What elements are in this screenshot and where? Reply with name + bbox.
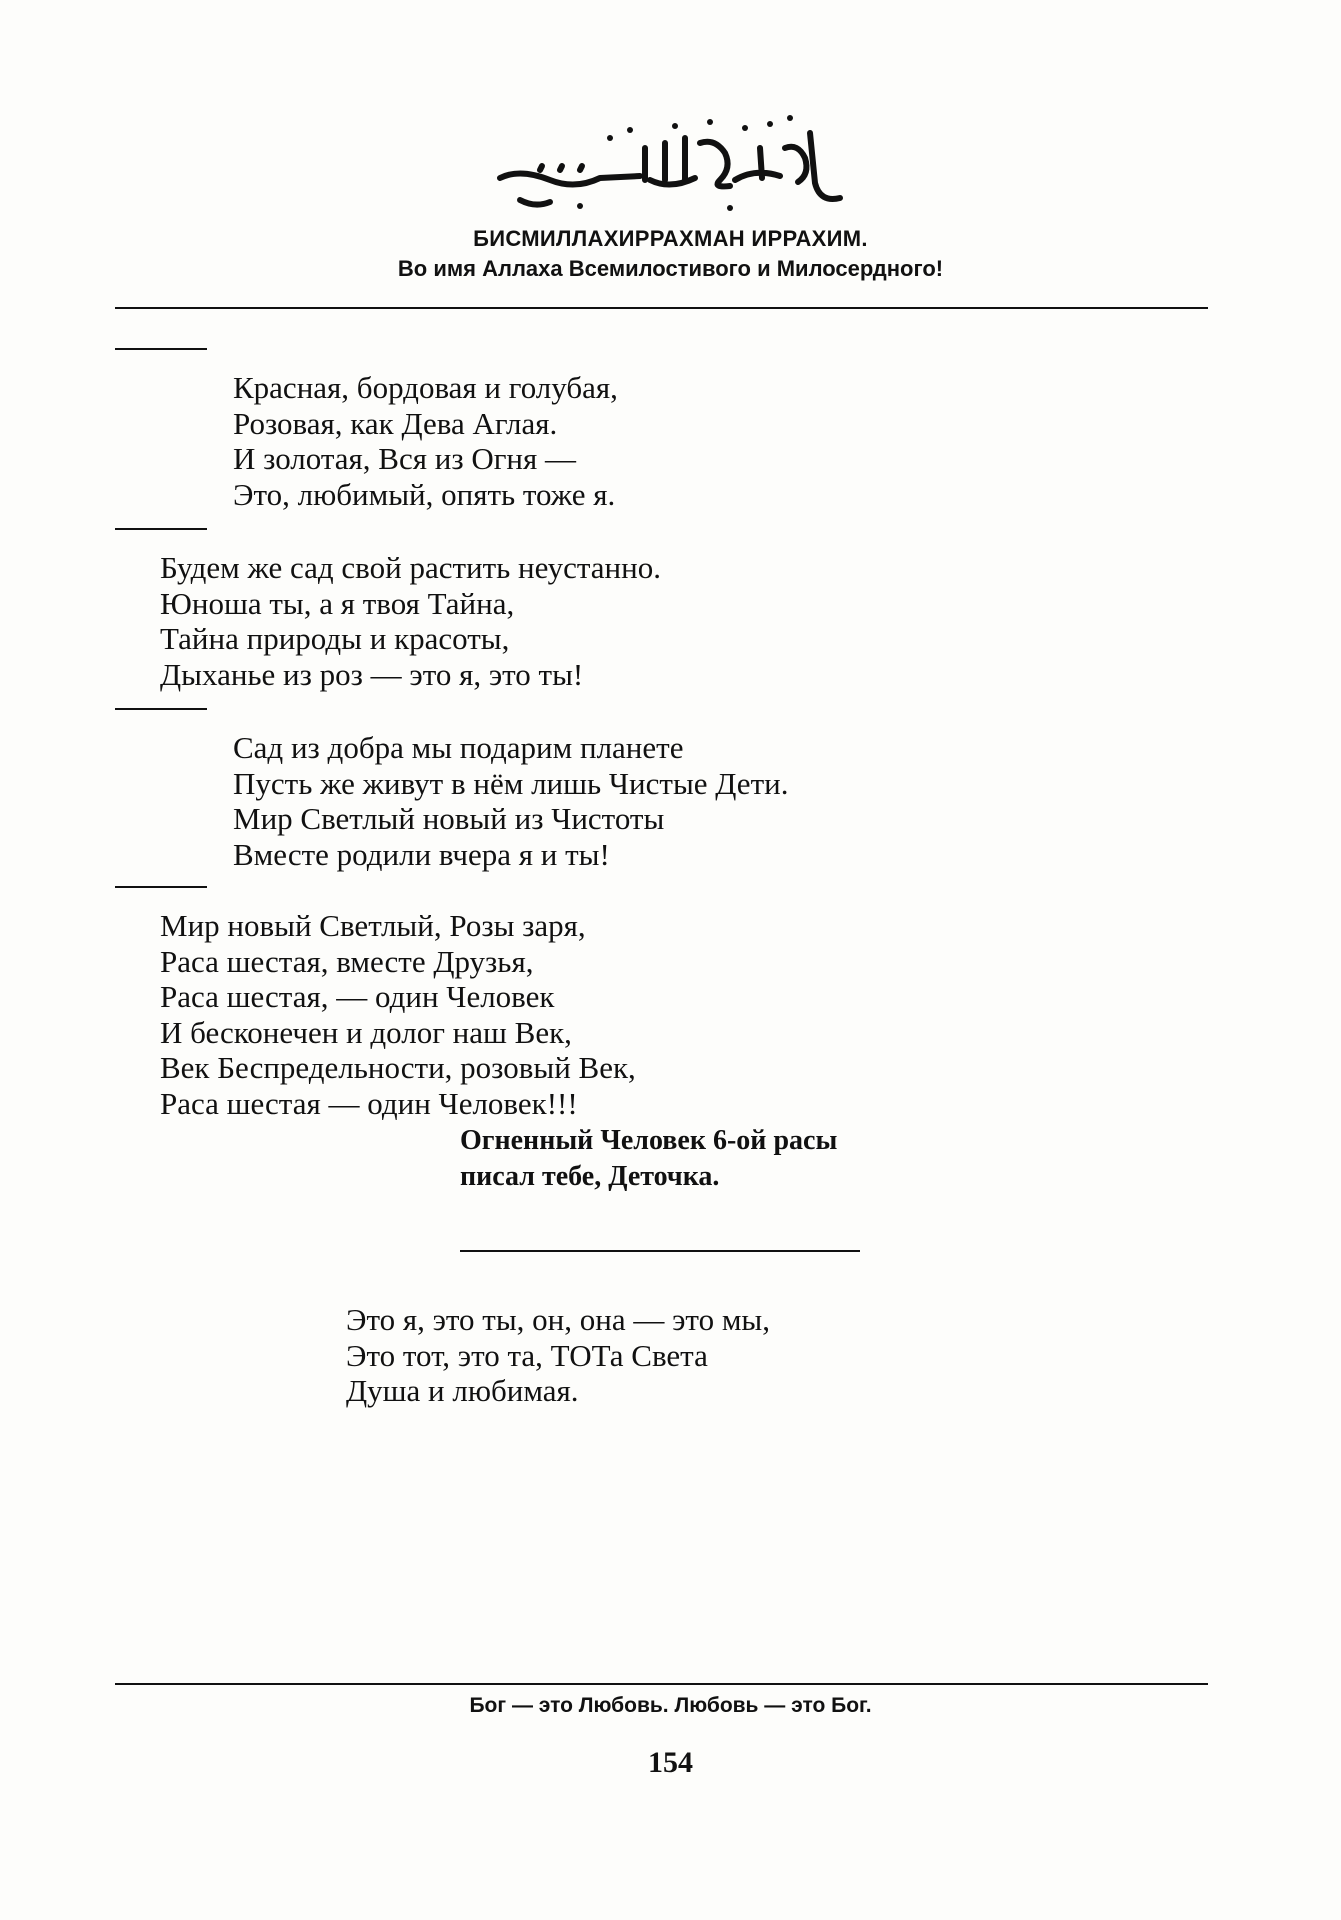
poem-line: Раса шестая, — один Человек <box>160 979 555 1014</box>
poem-line: И золотая, Вся из Огня — <box>233 441 577 476</box>
stanza-2 <box>160 550 661 692</box>
poem-line: Пусть же живут в нём лишь Чистые Дети. <box>233 765 789 801</box>
header-subtitle: Во имя Аллаха Всемилостивого и Милосердного! <box>397 256 944 281</box>
stanza-separator <box>115 886 207 888</box>
stanza-separator <box>115 528 207 530</box>
poem-line: Будем же сад свой растить неустанно. <box>160 550 661 585</box>
poem-line: Красная, бордовая и голубая, <box>233 370 618 405</box>
epilogue-line: Это тот, это та, ТОТа Света <box>346 1337 708 1373</box>
poem-line: Это, любимый, опять тоже я. <box>233 476 616 512</box>
poem-line: Тайна природы и красоты, <box>160 621 510 656</box>
poem-line: Вместе родили вчера я и ты! <box>233 836 610 872</box>
footer-divider <box>115 1683 1208 1685</box>
poem-line: И бесконечен и долог наш Век, <box>160 1014 572 1050</box>
poem-line: Юноша ты, а я твоя Тайна, <box>160 585 515 621</box>
page-number: 154 <box>648 1746 693 1779</box>
stanza-1 <box>233 370 618 512</box>
signature-line: писал тебе, Деточка. <box>460 1161 720 1192</box>
poem-line: Сад из добра мы подарим планете <box>233 730 684 765</box>
header-divider <box>115 307 1208 309</box>
poem-line: Розовая, как Дева Аглая. <box>233 405 558 441</box>
section-divider <box>460 1250 860 1252</box>
poem-line: Раса шестая — один Человек!!! <box>160 1085 578 1121</box>
poem-line: Мир Светлый новый из Чистоты <box>233 801 665 836</box>
stanza-separator <box>115 348 207 350</box>
stanza-separator <box>115 708 207 710</box>
poem-line: Мир новый Светлый, Розы заря, <box>160 908 586 943</box>
header-title: БИСМИЛЛАХИРРАХМАН ИРРАХИМ. <box>473 226 868 251</box>
signature-line: Огненный Человек 6-ой расы <box>460 1125 838 1156</box>
poem-line: Дыханье из роз — это я, это ты! <box>160 656 584 692</box>
footer-motto: Бог — это Любовь. Любовь — это Бог. <box>469 1694 872 1717</box>
epilogue-line: Душа и любимая. <box>346 1373 579 1408</box>
stanza-3 <box>233 730 788 872</box>
poem-line: Век Беспредельности, розовый Век, <box>160 1050 636 1085</box>
basmala-calligraphy <box>480 108 860 218</box>
stanza-4 <box>160 908 636 1121</box>
poem-line: Раса шестая, вместе Друзья, <box>160 943 534 979</box>
poem-signature <box>460 1123 837 1195</box>
epilogue <box>346 1302 770 1409</box>
epilogue-line: Это я, это ты, он, она — это мы, <box>346 1302 771 1337</box>
